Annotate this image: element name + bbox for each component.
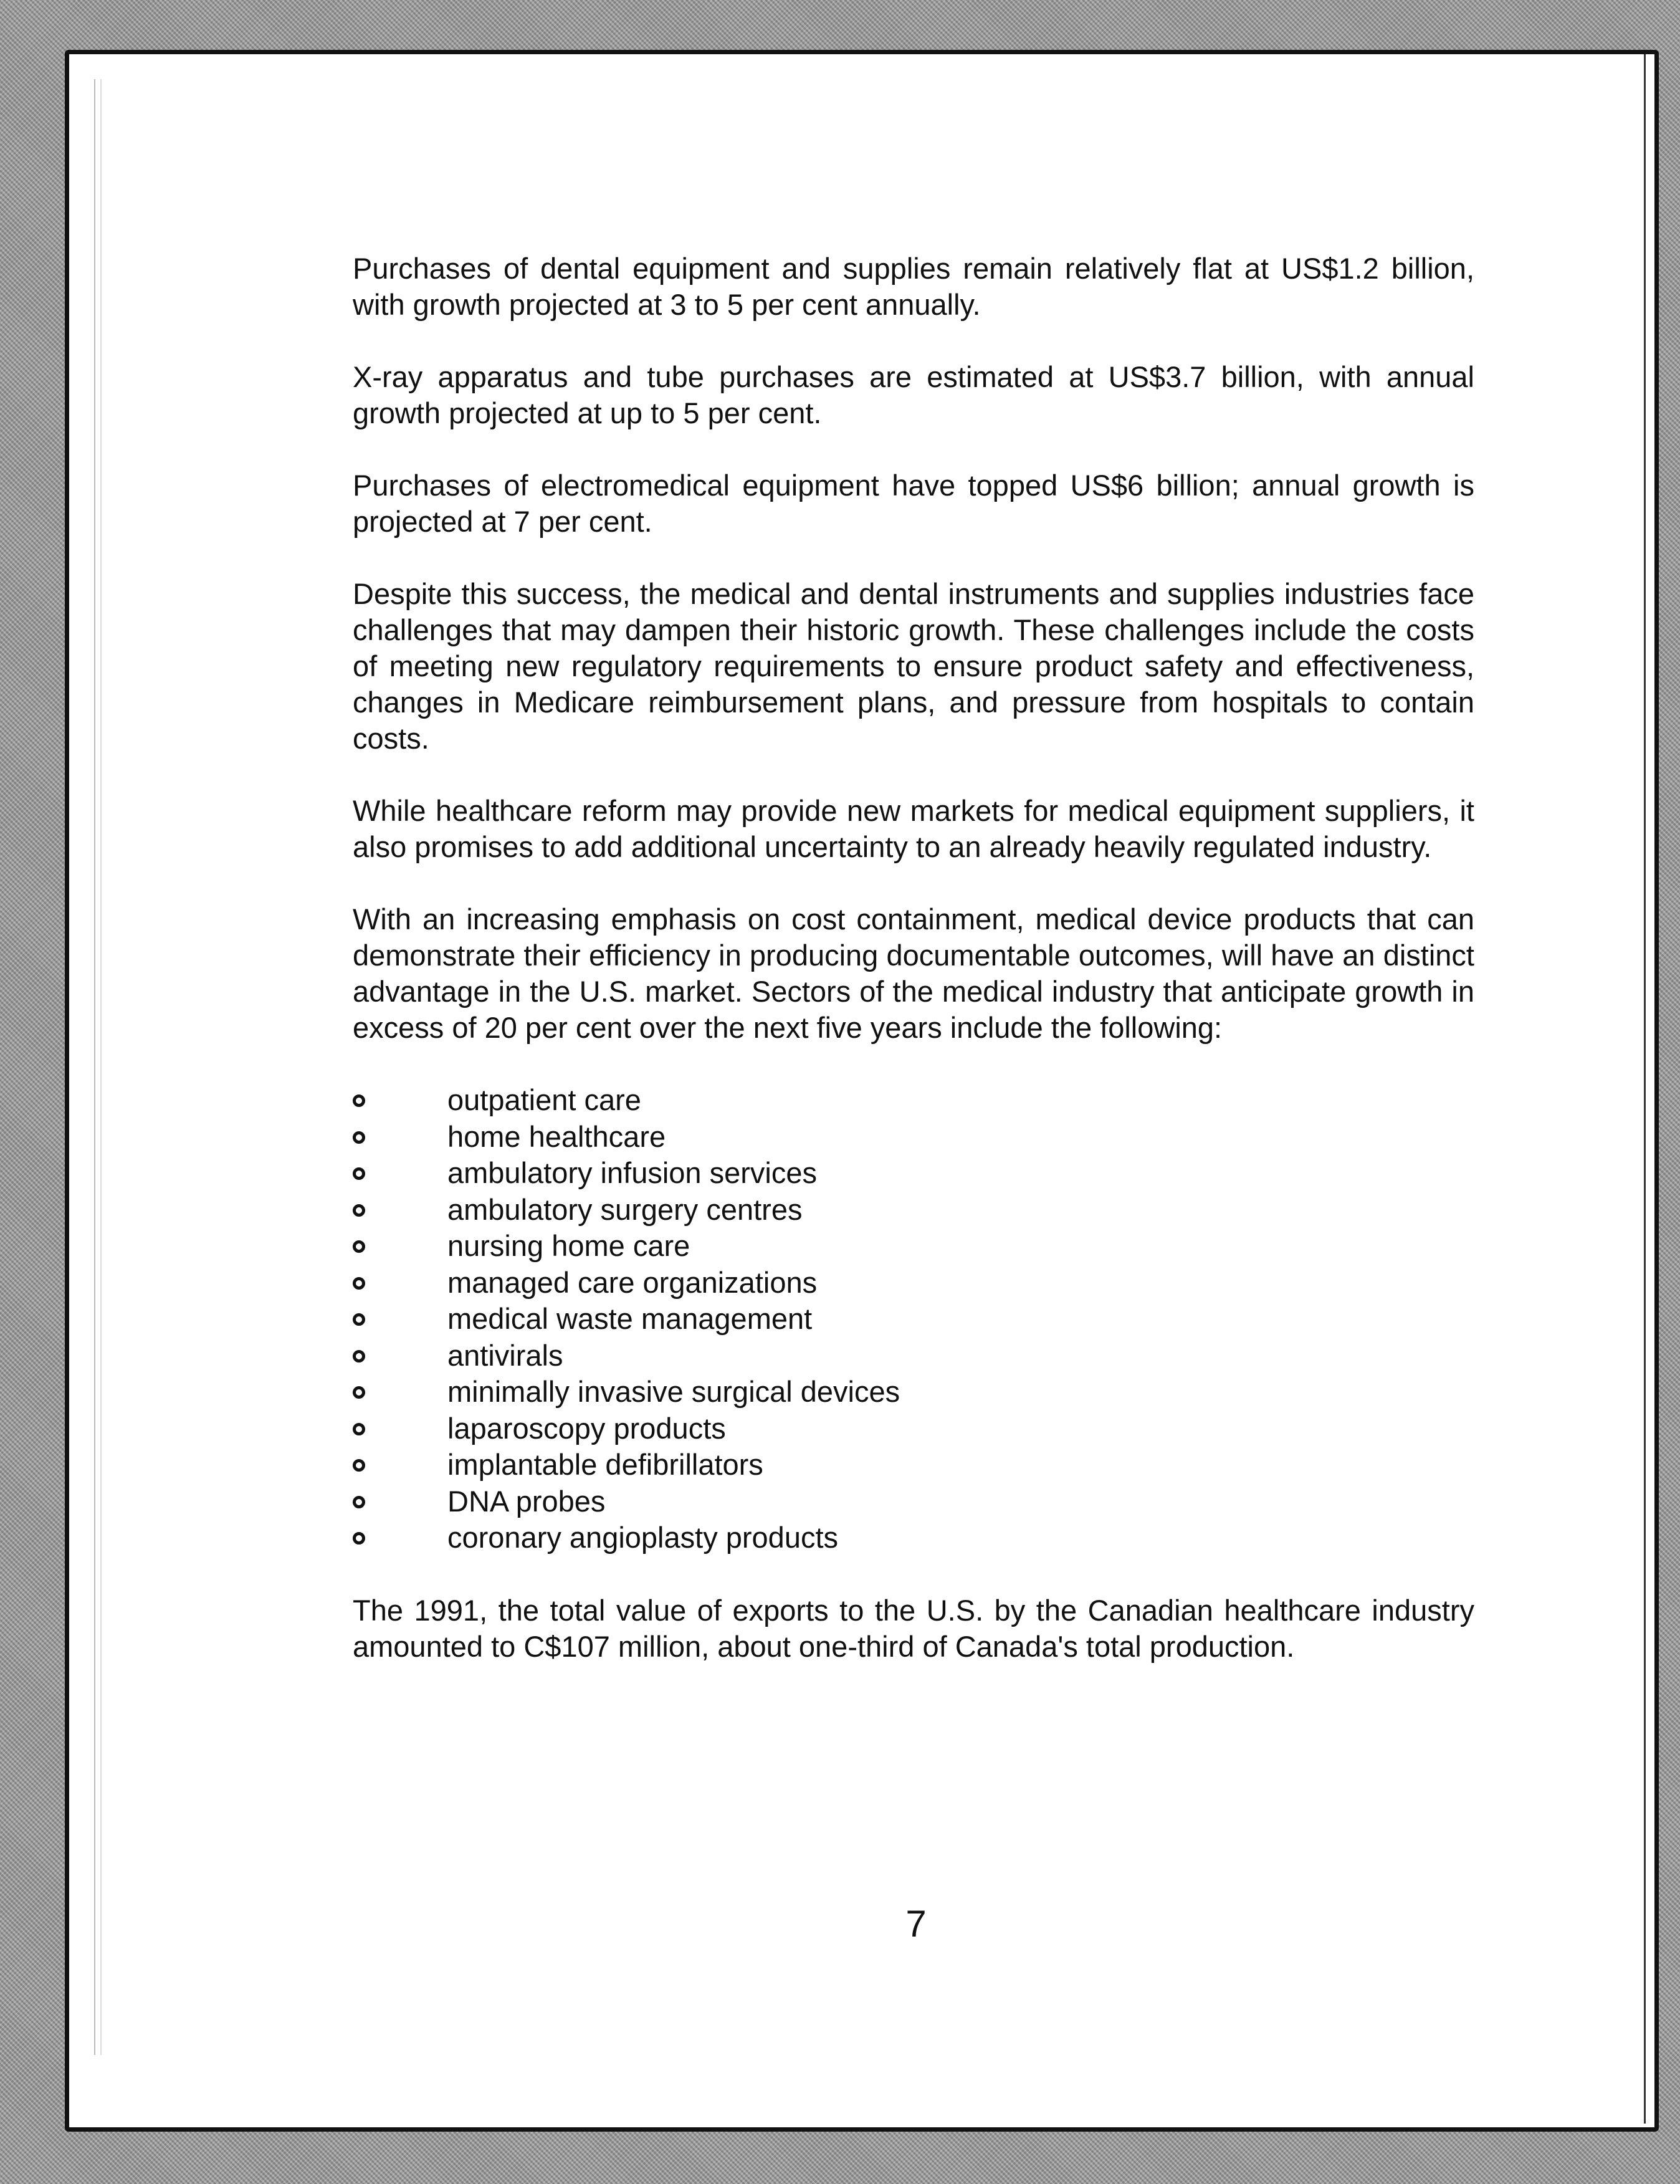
circle-bullet-icon: [353, 1459, 365, 1472]
list-item-text: managed care organizations: [447, 1265, 818, 1299]
growth-sectors-list: [353, 1082, 1474, 1556]
paragraph-healthcare-reform: While healthcare reform may provide new markets for medical equipment suppliers, it also promises to add additional uncertainty to an already heavily regulated industry.: [353, 794, 1474, 863]
list-item: [353, 1410, 1474, 1447]
circle-bullet-icon: [353, 1350, 365, 1363]
list-item-text: DNA probes: [447, 1484, 606, 1518]
list-item-text: implantable defibrillators: [447, 1448, 763, 1481]
list-item-text: antivirals: [447, 1338, 563, 1372]
list-item-text: minimally invasive surgical devices: [447, 1375, 900, 1408]
paragraph-electromedical-equipment: Purchases of electromedical equipment have topped US$6 billion; annual growth is projected at 7 per cent.: [353, 469, 1474, 538]
list-item-text: coronary angioplasty products: [447, 1521, 839, 1554]
list-item-text: laparoscopy products: [447, 1411, 726, 1445]
paragraph-canadian-exports: The 1991, the total value of exports to the U.S. by the Canadian healthcare industry amounted to C$107 million, about one-third of Canada's total production.: [353, 1593, 1474, 1663]
list-item: [353, 1447, 1474, 1483]
list-item-text: outpatient care: [447, 1083, 641, 1116]
circle-bullet-icon: [353, 1423, 365, 1435]
circle-bullet-icon: [353, 1313, 365, 1326]
paragraph-dental-equipment: Purchases of dental equipment and supplies remain relatively flat at US$1.2 billion, with growth projected at 3 to 5 per cent annually.: [353, 252, 1474, 321]
circle-bullet-icon: [353, 1277, 365, 1290]
list-item-text: ambulatory infusion services: [447, 1156, 817, 1189]
list-item-text: ambulatory surgery centres: [447, 1192, 803, 1226]
list-item: [353, 1520, 1474, 1556]
list-item: [353, 1374, 1474, 1410]
list-item: [353, 1483, 1474, 1520]
circle-bullet-icon: [353, 1240, 365, 1253]
list-item: [353, 1082, 1474, 1119]
list-item-text: home healthcare: [447, 1119, 666, 1153]
circle-bullet-icon: [353, 1094, 365, 1107]
circle-bullet-icon: [353, 1204, 365, 1217]
paragraph-xray-apparatus: X-ray apparatus and tube purchases are estimated at US$3.7 billion, with annual growth projected at up to 5 per cent.: [353, 360, 1474, 429]
circle-bullet-icon: [353, 1496, 365, 1508]
circle-bullet-icon: [353, 1167, 365, 1180]
list-item: [353, 1155, 1474, 1192]
list-item-text: nursing home care: [447, 1229, 690, 1262]
list-item: [353, 1301, 1474, 1338]
page-body: [353, 251, 1474, 1701]
list-item: [353, 1338, 1474, 1374]
list-item-text: medical waste management: [447, 1302, 813, 1335]
paragraph-industry-challenges: Despite this success, the medical and dental instruments and supplies industries face challenges that may dampen their historic growth. These challenges include the costs of meeting new regulatory requirements to ensure product safety and effectiveness, changes in Medicare reimbursement plans, and pressure from hospitals to contain costs.: [353, 577, 1474, 755]
circle-bullet-icon: [353, 1532, 365, 1545]
list-item: [353, 1119, 1474, 1156]
list-item: [353, 1192, 1474, 1228]
page-inner-margin-line: [94, 79, 102, 2055]
circle-bullet-icon: [353, 1131, 365, 1144]
paragraph-cost-containment: With an increasing emphasis on cost containment, medical device products that can demonstrate their efficiency in producing documentable outcomes, will have an distinct advantage in the U.S. market. Sectors of the medical industry that anticipate growth in excess of 20 per cent over the next five years include the following:: [353, 903, 1474, 1044]
page-right-edge: [1644, 54, 1646, 2124]
list-item: [353, 1265, 1474, 1301]
circle-bullet-icon: [353, 1386, 365, 1399]
list-item: [353, 1228, 1474, 1265]
page-number: 7: [905, 1903, 927, 1945]
